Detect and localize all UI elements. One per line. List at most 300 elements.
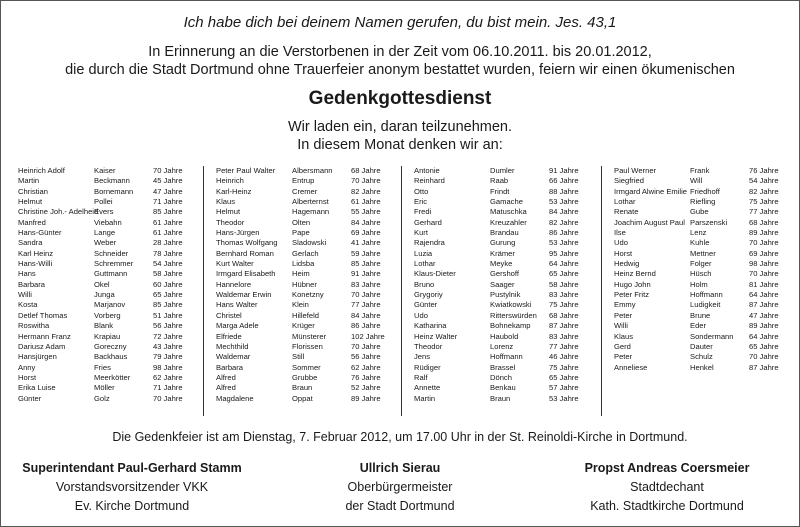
age: 84 Jahre bbox=[351, 217, 381, 227]
name-entry bbox=[18, 238, 188, 248]
age: 52 Jahre bbox=[351, 383, 381, 393]
age: 79 Jahre bbox=[153, 352, 183, 362]
given-names: Christine Joh.- Adelheid bbox=[18, 207, 99, 217]
surname: Braun bbox=[292, 383, 313, 393]
name-entry bbox=[216, 321, 386, 331]
surname: Cremer bbox=[292, 186, 318, 196]
age: 62 Jahre bbox=[153, 372, 183, 382]
age: 82 Jahre bbox=[749, 186, 779, 196]
surname: Brassel bbox=[490, 362, 516, 372]
age: 75 Jahre bbox=[549, 362, 579, 372]
age: 45 Jahre bbox=[153, 176, 183, 186]
given-names: Hannelore bbox=[216, 279, 252, 289]
surname: Kuhle bbox=[690, 238, 710, 248]
given-names: Fredi bbox=[414, 207, 432, 217]
given-names: Hedwig bbox=[614, 259, 640, 269]
name-entry bbox=[216, 249, 386, 259]
given-names: Helmut bbox=[216, 207, 241, 217]
age: 86 Jahre bbox=[549, 228, 579, 238]
age: 69 Jahre bbox=[749, 248, 779, 258]
name-entry bbox=[216, 363, 386, 373]
age: 58 Jahre bbox=[549, 279, 579, 289]
name-entry bbox=[216, 197, 386, 207]
name-entry bbox=[614, 311, 784, 321]
given-names: Grygoriy bbox=[414, 290, 443, 300]
names-grid bbox=[18, 166, 788, 416]
name-entry bbox=[614, 332, 784, 342]
given-names: Roswitha bbox=[18, 321, 50, 331]
age: 58 Jahre bbox=[153, 269, 183, 279]
surname: Frindt bbox=[490, 186, 510, 196]
surname: Braun bbox=[490, 393, 511, 403]
name-entry bbox=[216, 290, 386, 300]
age: 70 Jahre bbox=[749, 352, 779, 362]
age: 54 Jahre bbox=[749, 176, 779, 186]
surname: Albersmann bbox=[292, 166, 333, 175]
surname: Hillefeld bbox=[292, 310, 320, 320]
given-names: Horst bbox=[614, 248, 633, 258]
age: 77 Jahre bbox=[749, 207, 779, 217]
age: 51 Jahre bbox=[153, 310, 183, 320]
age: 78 Jahre bbox=[153, 248, 183, 258]
age: 69 Jahre bbox=[351, 228, 381, 238]
age: 65 Jahre bbox=[153, 290, 183, 300]
name-entry bbox=[414, 218, 584, 228]
name-entry bbox=[614, 363, 784, 373]
name-entry bbox=[414, 207, 584, 217]
names-column-2 bbox=[216, 166, 386, 416]
age: 76 Jahre bbox=[351, 372, 381, 382]
given-names: Lothar bbox=[614, 197, 636, 207]
given-names: Ralf bbox=[414, 372, 428, 382]
given-names: Reinhard bbox=[414, 176, 445, 186]
name-entry bbox=[18, 321, 188, 331]
name-entry bbox=[414, 342, 584, 352]
column-divider bbox=[401, 166, 402, 416]
name-entry bbox=[414, 373, 584, 383]
given-names: Hans-Willi bbox=[18, 259, 53, 269]
name-entry bbox=[216, 280, 386, 290]
given-names: Heinz Bernd bbox=[614, 269, 656, 279]
name-entry bbox=[216, 166, 386, 176]
given-names: Udo bbox=[614, 238, 628, 248]
name-entry bbox=[414, 197, 584, 207]
invitation-line-1: Wir laden ein, daran teilzunehmen. bbox=[287, 119, 513, 135]
column-divider bbox=[203, 166, 204, 416]
surname: Lorenz bbox=[490, 341, 514, 351]
surname: Marjanov bbox=[94, 300, 126, 310]
surname: Pustylnik bbox=[490, 290, 521, 300]
age: 47 Jahre bbox=[153, 186, 183, 196]
age: 53 Jahre bbox=[549, 197, 579, 207]
surname: Blank bbox=[94, 321, 113, 331]
given-names: Peter bbox=[614, 352, 633, 362]
surname: Lidsba bbox=[292, 259, 315, 269]
given-names: Mechthild bbox=[216, 341, 249, 351]
name-entry bbox=[614, 269, 784, 279]
surname: Weber bbox=[94, 238, 117, 248]
given-names: Peter Paul Walter bbox=[216, 166, 276, 175]
surname: Alberternst bbox=[292, 197, 329, 207]
surname: Junga bbox=[94, 290, 115, 300]
name-entry bbox=[414, 238, 584, 248]
surname: Krämer bbox=[490, 248, 515, 258]
surname: Sondermann bbox=[690, 331, 734, 341]
column-divider bbox=[601, 166, 602, 416]
given-names: Theodor bbox=[216, 217, 245, 227]
surname: Dönch bbox=[490, 372, 512, 382]
surname: Friedhoff bbox=[690, 186, 720, 196]
name-entry bbox=[216, 383, 386, 393]
name-entry bbox=[18, 300, 188, 310]
surname: Konetzny bbox=[292, 290, 324, 300]
name-entry bbox=[414, 166, 584, 176]
name-entry bbox=[18, 249, 188, 259]
surname: Henkel bbox=[690, 362, 714, 372]
age: 102 Jahre bbox=[351, 331, 385, 341]
name-entry bbox=[614, 197, 784, 207]
given-names: Annette bbox=[414, 383, 441, 393]
age: 56 Jahre bbox=[153, 321, 183, 331]
age: 64 Jahre bbox=[749, 290, 779, 300]
surname: Schremmer bbox=[94, 259, 134, 269]
name-entry bbox=[18, 352, 188, 362]
age: 47 Jahre bbox=[749, 310, 779, 320]
surname: Florissen bbox=[292, 341, 323, 351]
given-names: Peter bbox=[614, 310, 633, 320]
given-names: Theodor bbox=[414, 341, 443, 351]
name-entry bbox=[414, 280, 584, 290]
surname: Lenz bbox=[690, 228, 707, 238]
name-entry bbox=[414, 187, 584, 197]
given-names: Günter bbox=[18, 393, 42, 403]
name-entry bbox=[18, 228, 188, 238]
name-entry bbox=[18, 373, 188, 383]
given-names: Heinrich Adolf bbox=[18, 166, 65, 175]
age: 54 Jahre bbox=[153, 259, 183, 269]
given-names: Hans-Günter bbox=[18, 228, 62, 238]
given-names: Willi bbox=[18, 290, 32, 300]
surname: Will bbox=[690, 176, 703, 186]
name-entry bbox=[614, 352, 784, 362]
name-entry bbox=[414, 290, 584, 300]
surname: Raab bbox=[490, 176, 509, 186]
given-names: Anny bbox=[18, 362, 36, 372]
age: 68 Jahre bbox=[549, 310, 579, 320]
given-names: Günter bbox=[414, 300, 438, 310]
age: 66 Jahre bbox=[549, 176, 579, 186]
given-names: Bernhard Roman bbox=[216, 248, 274, 258]
surname: Kwiatkowski bbox=[490, 300, 532, 310]
surname: Gerlach bbox=[292, 248, 319, 258]
age: 72 Jahre bbox=[153, 331, 183, 341]
name-entry bbox=[216, 176, 386, 186]
surname: Benkau bbox=[490, 383, 516, 393]
given-names: Rüdiger bbox=[414, 362, 441, 372]
age: 53 Jahre bbox=[549, 393, 579, 403]
surname: Matuschka bbox=[490, 207, 527, 217]
name-entry bbox=[18, 269, 188, 279]
name-entry bbox=[414, 228, 584, 238]
surname: Eder bbox=[690, 321, 707, 331]
given-names: Heinrich bbox=[216, 176, 244, 186]
name-entry bbox=[614, 238, 784, 248]
surname: Hüsch bbox=[690, 269, 712, 279]
age: 28 Jahre bbox=[153, 238, 183, 248]
surname: Beckmann bbox=[94, 176, 130, 186]
signatory-title: Oberbürgermeister bbox=[347, 480, 453, 494]
given-names: Waldemar bbox=[216, 352, 251, 362]
given-names: Christian bbox=[18, 186, 48, 196]
given-names: Alfred bbox=[216, 383, 236, 393]
name-entry bbox=[414, 363, 584, 373]
age: 53 Jahre bbox=[549, 238, 579, 248]
age: 57 Jahre bbox=[549, 383, 579, 393]
surname: Gurung bbox=[490, 238, 516, 248]
age: 71 Jahre bbox=[153, 197, 183, 207]
name-entry bbox=[414, 383, 584, 393]
age: 88 Jahre bbox=[549, 186, 579, 196]
name-entry bbox=[614, 321, 784, 331]
surname: Krüger bbox=[292, 321, 315, 331]
given-names: Anneliese bbox=[614, 362, 648, 372]
given-names: Erika Luise bbox=[18, 383, 56, 393]
age: 65 Jahre bbox=[549, 372, 579, 382]
name-entry bbox=[614, 342, 784, 352]
given-names: Klaus bbox=[216, 197, 235, 207]
given-names: Katharina bbox=[414, 321, 447, 331]
surname: Möller bbox=[94, 383, 115, 393]
age: 68 Jahre bbox=[749, 217, 779, 227]
name-entry bbox=[216, 228, 386, 238]
surname: Olten bbox=[292, 217, 311, 227]
age: 87 Jahre bbox=[549, 321, 579, 331]
surname: Kreuzahler bbox=[490, 217, 527, 227]
signatory-organization: Kath. Stadtkirche Dortmund bbox=[590, 499, 744, 513]
surname: Guttmann bbox=[94, 269, 128, 279]
surname: Meerkötter bbox=[94, 372, 131, 382]
given-names: Kosta bbox=[18, 300, 38, 310]
name-entry bbox=[614, 300, 784, 310]
surname: Folger bbox=[690, 259, 712, 269]
age: 89 Jahre bbox=[351, 393, 381, 403]
age: 64 Jahre bbox=[749, 331, 779, 341]
name-entry bbox=[18, 197, 188, 207]
name-entry bbox=[18, 363, 188, 373]
given-names: Lothar bbox=[414, 259, 436, 269]
given-names: Renate bbox=[614, 207, 639, 217]
signatory-title: Stadtdechant bbox=[630, 480, 704, 494]
age: 87 Jahre bbox=[749, 300, 779, 310]
name-entry bbox=[18, 218, 188, 228]
age: 83 Jahre bbox=[351, 279, 381, 289]
age: 85 Jahre bbox=[153, 300, 183, 310]
surname: Riefling bbox=[690, 197, 716, 207]
age: 87 Jahre bbox=[749, 362, 779, 372]
surname: Hoffmann bbox=[490, 352, 523, 362]
surname: Heim bbox=[292, 269, 310, 279]
name-entry bbox=[414, 259, 584, 269]
surname: Fries bbox=[94, 362, 111, 372]
age: 65 Jahre bbox=[549, 269, 579, 279]
given-names: Kurt bbox=[414, 228, 428, 238]
bible-verse: Ich habe dich bei deinem Namen gerufen, du bist mein. Jes. 43,1 bbox=[183, 14, 617, 31]
name-entry bbox=[216, 394, 386, 404]
age: 56 Jahre bbox=[351, 352, 381, 362]
surname: Frank bbox=[690, 166, 710, 175]
surname: Saager bbox=[490, 279, 515, 289]
surname: Brandau bbox=[490, 228, 519, 238]
age: 70 Jahre bbox=[153, 166, 183, 175]
age: 95 Jahre bbox=[549, 248, 579, 258]
name-entry bbox=[216, 300, 386, 310]
name-entry bbox=[216, 207, 386, 217]
given-names: Bruno bbox=[414, 279, 435, 289]
given-names: Hugo John bbox=[614, 279, 651, 289]
given-names: Christel bbox=[216, 310, 242, 320]
surname: Kaiser bbox=[94, 166, 116, 175]
age: 81 Jahre bbox=[749, 279, 779, 289]
given-names: Jens bbox=[414, 352, 431, 362]
given-names: Hansjürgen bbox=[18, 352, 57, 362]
surname: Oppat bbox=[292, 393, 313, 403]
surname: Parszenski bbox=[690, 217, 728, 227]
surname: Goreczny bbox=[94, 341, 127, 351]
given-names: Karl Heinz bbox=[18, 248, 54, 258]
surname: Klein bbox=[292, 300, 309, 310]
age: 82 Jahre bbox=[351, 186, 381, 196]
name-entry bbox=[614, 259, 784, 269]
age: 70 Jahre bbox=[153, 393, 183, 403]
age: 43 Jahre bbox=[153, 341, 183, 351]
name-entry bbox=[414, 300, 584, 310]
age: 65 Jahre bbox=[749, 341, 779, 351]
surname: Vorberg bbox=[94, 310, 121, 320]
invitation-text bbox=[0, 118, 800, 154]
given-names: Peter Fritz bbox=[614, 290, 650, 300]
given-names: Eric bbox=[414, 197, 428, 207]
given-names: Horst bbox=[18, 372, 37, 382]
given-names: Udo bbox=[414, 310, 428, 320]
name-entry bbox=[414, 321, 584, 331]
given-names: Waldemar Erwin bbox=[216, 290, 272, 300]
name-entry bbox=[414, 311, 584, 321]
given-names: Dariusz Adam bbox=[18, 341, 66, 351]
age: 83 Jahre bbox=[549, 290, 579, 300]
given-names: Hans-Jürgen bbox=[216, 228, 260, 238]
age: 75 Jahre bbox=[749, 197, 779, 207]
given-names: Alfred bbox=[216, 372, 236, 382]
surname: Gamache bbox=[490, 197, 523, 207]
name-entry bbox=[18, 311, 188, 321]
given-names: Gerd bbox=[614, 341, 631, 351]
name-entry bbox=[614, 166, 784, 176]
age: 60 Jahre bbox=[153, 279, 183, 289]
age: 75 Jahre bbox=[549, 300, 579, 310]
signature-block-3 bbox=[552, 459, 782, 516]
given-names: Otto bbox=[414, 186, 429, 196]
name-entry bbox=[414, 176, 584, 186]
name-entry bbox=[614, 280, 784, 290]
surname: Haubold bbox=[490, 331, 519, 341]
given-names: Manfred bbox=[18, 217, 46, 227]
name-entry bbox=[216, 332, 386, 342]
name-entry bbox=[18, 207, 188, 217]
given-names: Hans Walter bbox=[216, 300, 258, 310]
given-names: Irmgard Elisabeth bbox=[216, 269, 276, 279]
name-entry bbox=[216, 352, 386, 362]
surname: Sommer bbox=[292, 362, 321, 372]
name-entry bbox=[414, 394, 584, 404]
given-names: Emmy bbox=[614, 300, 636, 310]
given-names: Barbara bbox=[216, 362, 244, 372]
given-names: Irmgard Alwine Emilie bbox=[614, 186, 688, 196]
age: 70 Jahre bbox=[351, 290, 381, 300]
name-entry bbox=[216, 187, 386, 197]
given-names: Martin bbox=[18, 176, 40, 186]
surname: Still bbox=[292, 352, 305, 362]
name-entry bbox=[18, 280, 188, 290]
name-entry bbox=[614, 290, 784, 300]
age: 82 Jahre bbox=[549, 217, 579, 227]
age: 77 Jahre bbox=[351, 300, 381, 310]
name-entry bbox=[18, 342, 188, 352]
age: 70 Jahre bbox=[351, 341, 381, 351]
signature-block-1 bbox=[18, 459, 246, 516]
signatory-title: Vorstandsvorsitzender VKK bbox=[55, 480, 209, 494]
given-names: Hermann Franz bbox=[18, 331, 71, 341]
surname: Schulz bbox=[690, 352, 713, 362]
surname: Schneider bbox=[94, 248, 129, 258]
given-names: Kurt Walter bbox=[216, 259, 254, 269]
surname: Lange bbox=[94, 228, 116, 238]
age: 59 Jahre bbox=[351, 248, 381, 258]
given-names: Hans bbox=[18, 269, 36, 279]
surname: Entrup bbox=[292, 176, 315, 186]
given-names: Paul Werner bbox=[614, 166, 657, 175]
surname: Viebahn bbox=[94, 217, 122, 227]
name-entry bbox=[414, 332, 584, 342]
age: 85 Jahre bbox=[153, 207, 183, 217]
surname: Krapiau bbox=[94, 331, 121, 341]
surname: Bohnekamp bbox=[490, 321, 531, 331]
age: 46 Jahre bbox=[549, 352, 579, 362]
surname: Grubbe bbox=[292, 372, 318, 382]
age: 86 Jahre bbox=[351, 321, 381, 331]
name-entry bbox=[18, 187, 188, 197]
name-entry bbox=[414, 352, 584, 362]
age: 83 Jahre bbox=[549, 331, 579, 341]
surname: Meyke bbox=[490, 259, 513, 269]
age: 89 Jahre bbox=[749, 228, 779, 238]
surname: Brune bbox=[690, 310, 711, 320]
age: 55 Jahre bbox=[351, 207, 381, 217]
given-names: Martin bbox=[414, 393, 436, 403]
given-names: Magdalene bbox=[216, 393, 254, 403]
given-names: Helmut bbox=[18, 197, 43, 207]
given-names: Antonie bbox=[414, 166, 440, 175]
name-entry bbox=[216, 259, 386, 269]
surname: Evers bbox=[94, 207, 114, 217]
surname: Ritterswürden bbox=[490, 310, 537, 320]
surname: Bornemann bbox=[94, 186, 134, 196]
age: 61 Jahre bbox=[153, 217, 183, 227]
surname: Gube bbox=[690, 207, 709, 217]
given-names: Klaus-Dieter bbox=[414, 269, 456, 279]
age: 84 Jahre bbox=[351, 310, 381, 320]
name-entry bbox=[216, 342, 386, 352]
surname: Sladowski bbox=[292, 238, 327, 248]
